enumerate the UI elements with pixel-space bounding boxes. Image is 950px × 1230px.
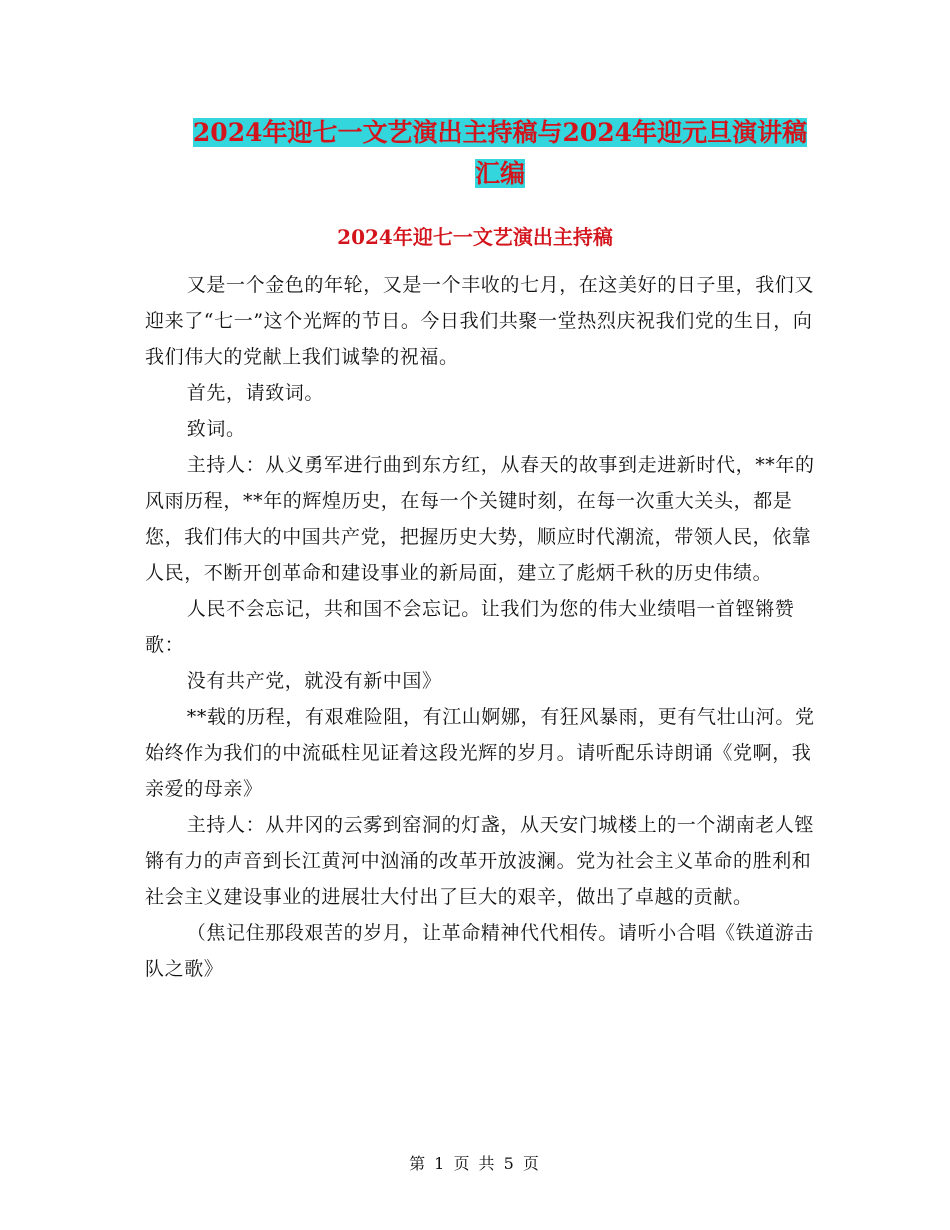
body-paragraph-7: **载的历程，有艰难险阻，有江山婀娜，有狂风暴雨，更有气壮山河。党始终作为我们的中流砥柱见证着这段光辉的岁月。请听配乐诗朗诵《党啊，我亲爱的母亲》	[145, 706, 815, 800]
body-paragraph-4: 主持人：从义勇军进行曲到东方红，从春天的故事到走进新时代，**年的风雨历程，**年的辉煌历史，在每一个关键时刻，在每一次重大关头，都是您，我们伟大的中国共产党，把握历史大势，顺应时代潮流，带领人民，依靠人民，不断开创革命和建设事业的新局面，建立了彪炳千秋的历史伟绩。	[145, 454, 815, 584]
document-body	[145, 267, 815, 987]
body-paragraph-2: 首先，请致词。	[186, 382, 324, 404]
page-footer: 第 1 页 共 5 页	[409, 1154, 541, 1173]
body-paragraph-3: 致词。	[186, 418, 246, 440]
section-title: 2024年迎七一文艺演出主持稿	[337, 225, 613, 249]
body-paragraph-9: （焦记住那段艰苦的岁月，让革命精神代代相传。请听小合唱《铁道游击队之歌》	[145, 922, 814, 980]
body-paragraph-8: 主持人：从井冈的云雾到窑洞的灯盏，从天安门城楼上的一个湖南老人铿锵有力的声音到长江黄河中汹涌的改革开放波澜。党为社会主义革命的胜利和社会主义建设事业的进展壮大付出了巨大的艰辛，做出了卓越的贡献。	[145, 814, 814, 908]
body-paragraph-6: 没有共产党，就没有新中国》	[186, 670, 442, 692]
document-title-line-1: 2024年迎七一文艺演出主持稿与2024年迎元旦演讲稿	[192, 118, 808, 147]
body-paragraph-5: 人民不会忘记，共和国不会忘记。让我们为您的伟大业绩唱一首铿锵赞歌：	[145, 598, 795, 656]
body-paragraph-1: 又是一个金色的年轮，又是一个丰收的七月，在这美好的日子里，我们又迎来了“七一”这个光辉的节日。今日我们共聚一堂热烈庆祝我们党的生日，向我们伟大的党献上我们诚挚的祝福。	[145, 274, 814, 368]
document-title-line-2: 汇编	[474, 159, 525, 188]
document-title	[140, 112, 860, 194]
